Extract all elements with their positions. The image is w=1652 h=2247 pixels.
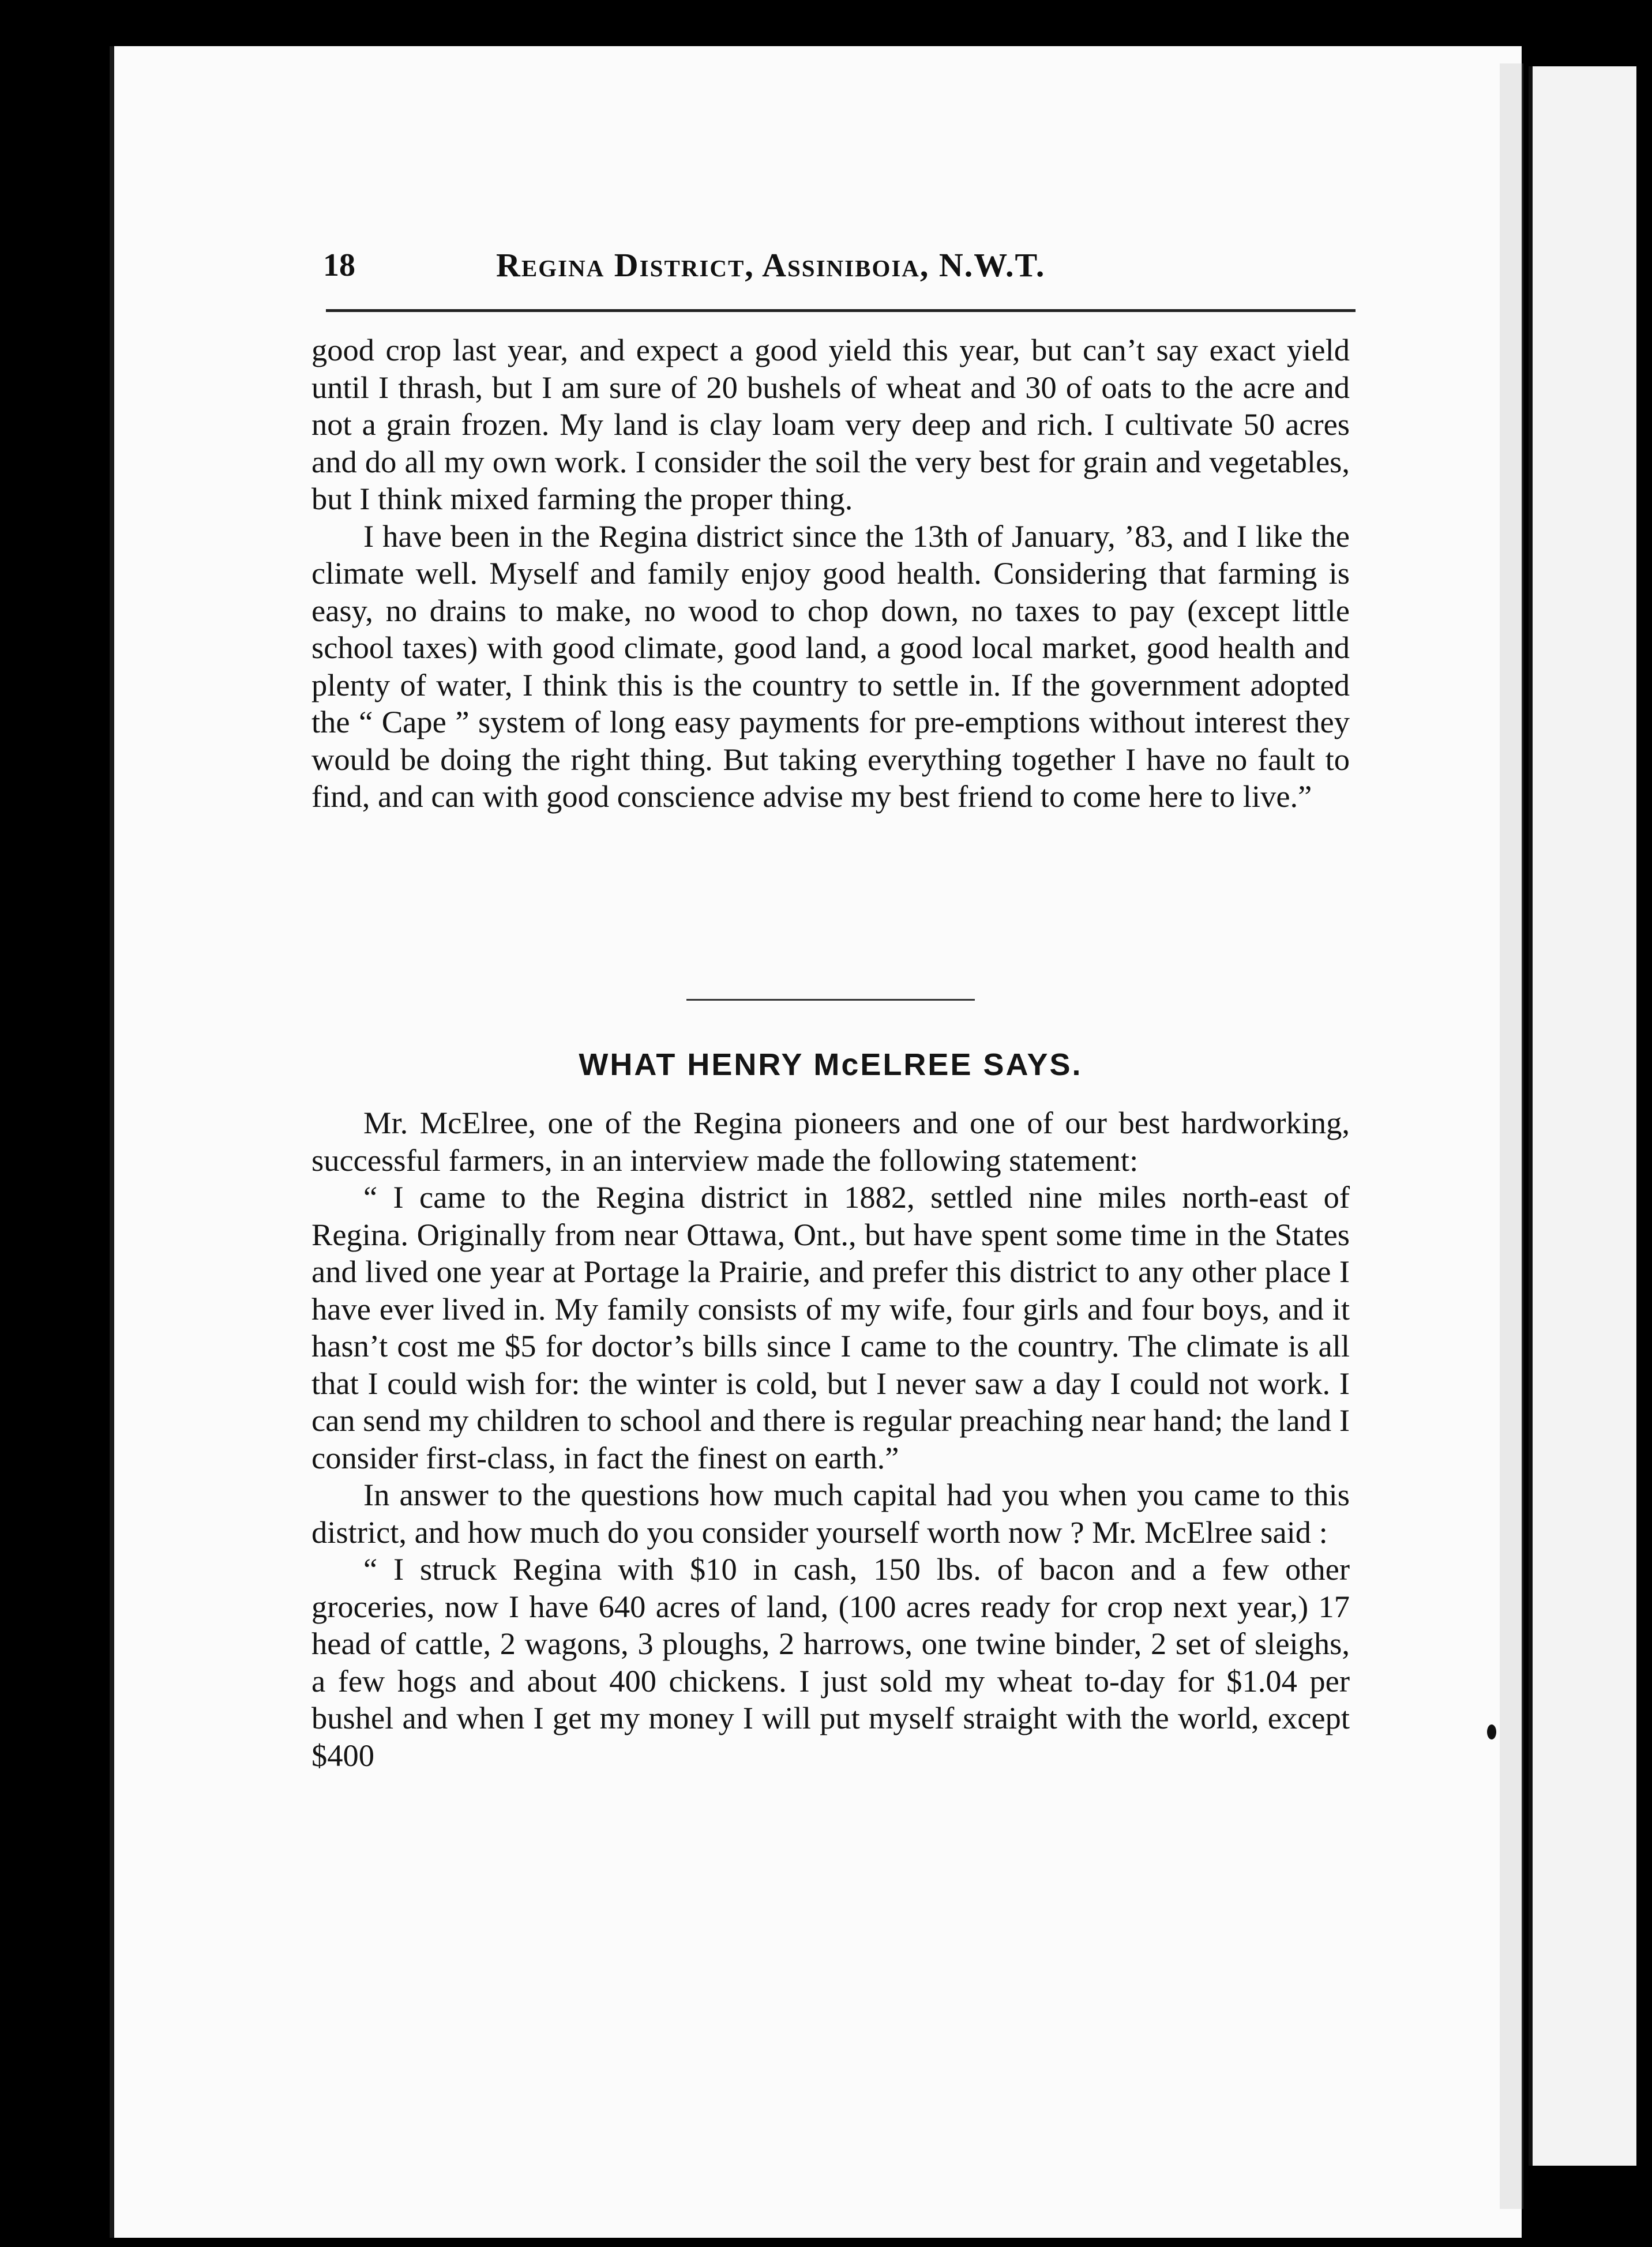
paragraph-quote: “ I struck Regina with $10 in cash, 150 lbs. of bacon and a few other groceries, now I have 640 acres of land, (100 acres ready for crop next year,) 17 head of cattle, 2 wagons, 3 ploughs, 2 harrows, one twine binder, 2 set of sleighs, a few hogs and about 400 chickens. I just sold my wheat to-day for $1.04 per bushel and when I get my money I will put myself straight with the world, except $400 — [311, 1551, 1350, 1773]
paragraph-continued: good crop last year, and expect a good yield this year, but can’t say exact yield until I thrash, but I am sure of 20 bushels of wheat and 30 of oats to the acre and not a grain frozen. My land is clay loam very deep and rich. I cultivate 50 acres and do all my own work. I consider the soil the very best for grain and vegetables, but I think mixed farming the proper thing. — [311, 332, 1350, 516]
binding-mark — [1487, 1724, 1496, 1739]
paragraph-quote: “ I came to the Regina district in 1882, settled nine miles north-east of Regina. Originally from near Ottawa, Ont., but have spent some time in the States and lived one year at Portage la Prairie, and prefer this district to any other place I have ever lived in. My family consists of my wife, four girls and four boys, and it hasn’t cost me $5 for doctor’s bills since I came to the country. The climate is all that I could wish for: the winter is cold, but I never saw a day I could not work. I can send my children to school and there is regular preaching near hand; the land I consider first-class, in fact the finest on earth.” — [311, 1179, 1350, 1475]
paragraph: In answer to the questions how much capital had you when you came to this district, and how much do you consider yourself worth now ? Mr. McElree said : — [311, 1477, 1350, 1550]
section-divider — [686, 999, 975, 1001]
adjacent-page-edge — [1529, 66, 1636, 2166]
running-title: Regina District, Assiniboia, N.W.T. — [496, 246, 1046, 284]
continued-text — [311, 332, 1350, 816]
section-heading: WHAT HENRY McELREE SAYS. — [579, 1047, 1083, 1082]
running-head — [323, 236, 1361, 294]
section-text — [311, 1104, 1350, 1774]
page-number: 18 — [323, 247, 355, 283]
paragraph: Mr. McElree, one of the Regina pioneers and one of our best hardworking, successful farmers, in an interview made the following statement: — [311, 1105, 1350, 1178]
paragraph: I have been in the Regina district since the 13th of January, ’83, and I like the climate well. Myself and family enjoy good health. Considering that farming is easy, no drains to make, no wood to chop down, no taxes to pay (except little school taxes) with good climate, good land, a good local market, good health and plenty of water, I think this is the country to settle in. If the government adopted the “ Cape ” system of long easy payments for pre-emptions without interest they would be doing the right thing. But taking everything together I have no fault to find, and can with good conscience advise my best friend to come here to live.” — [311, 518, 1350, 814]
page-fore-edge — [1500, 63, 1523, 2209]
header-rule — [326, 309, 1356, 312]
